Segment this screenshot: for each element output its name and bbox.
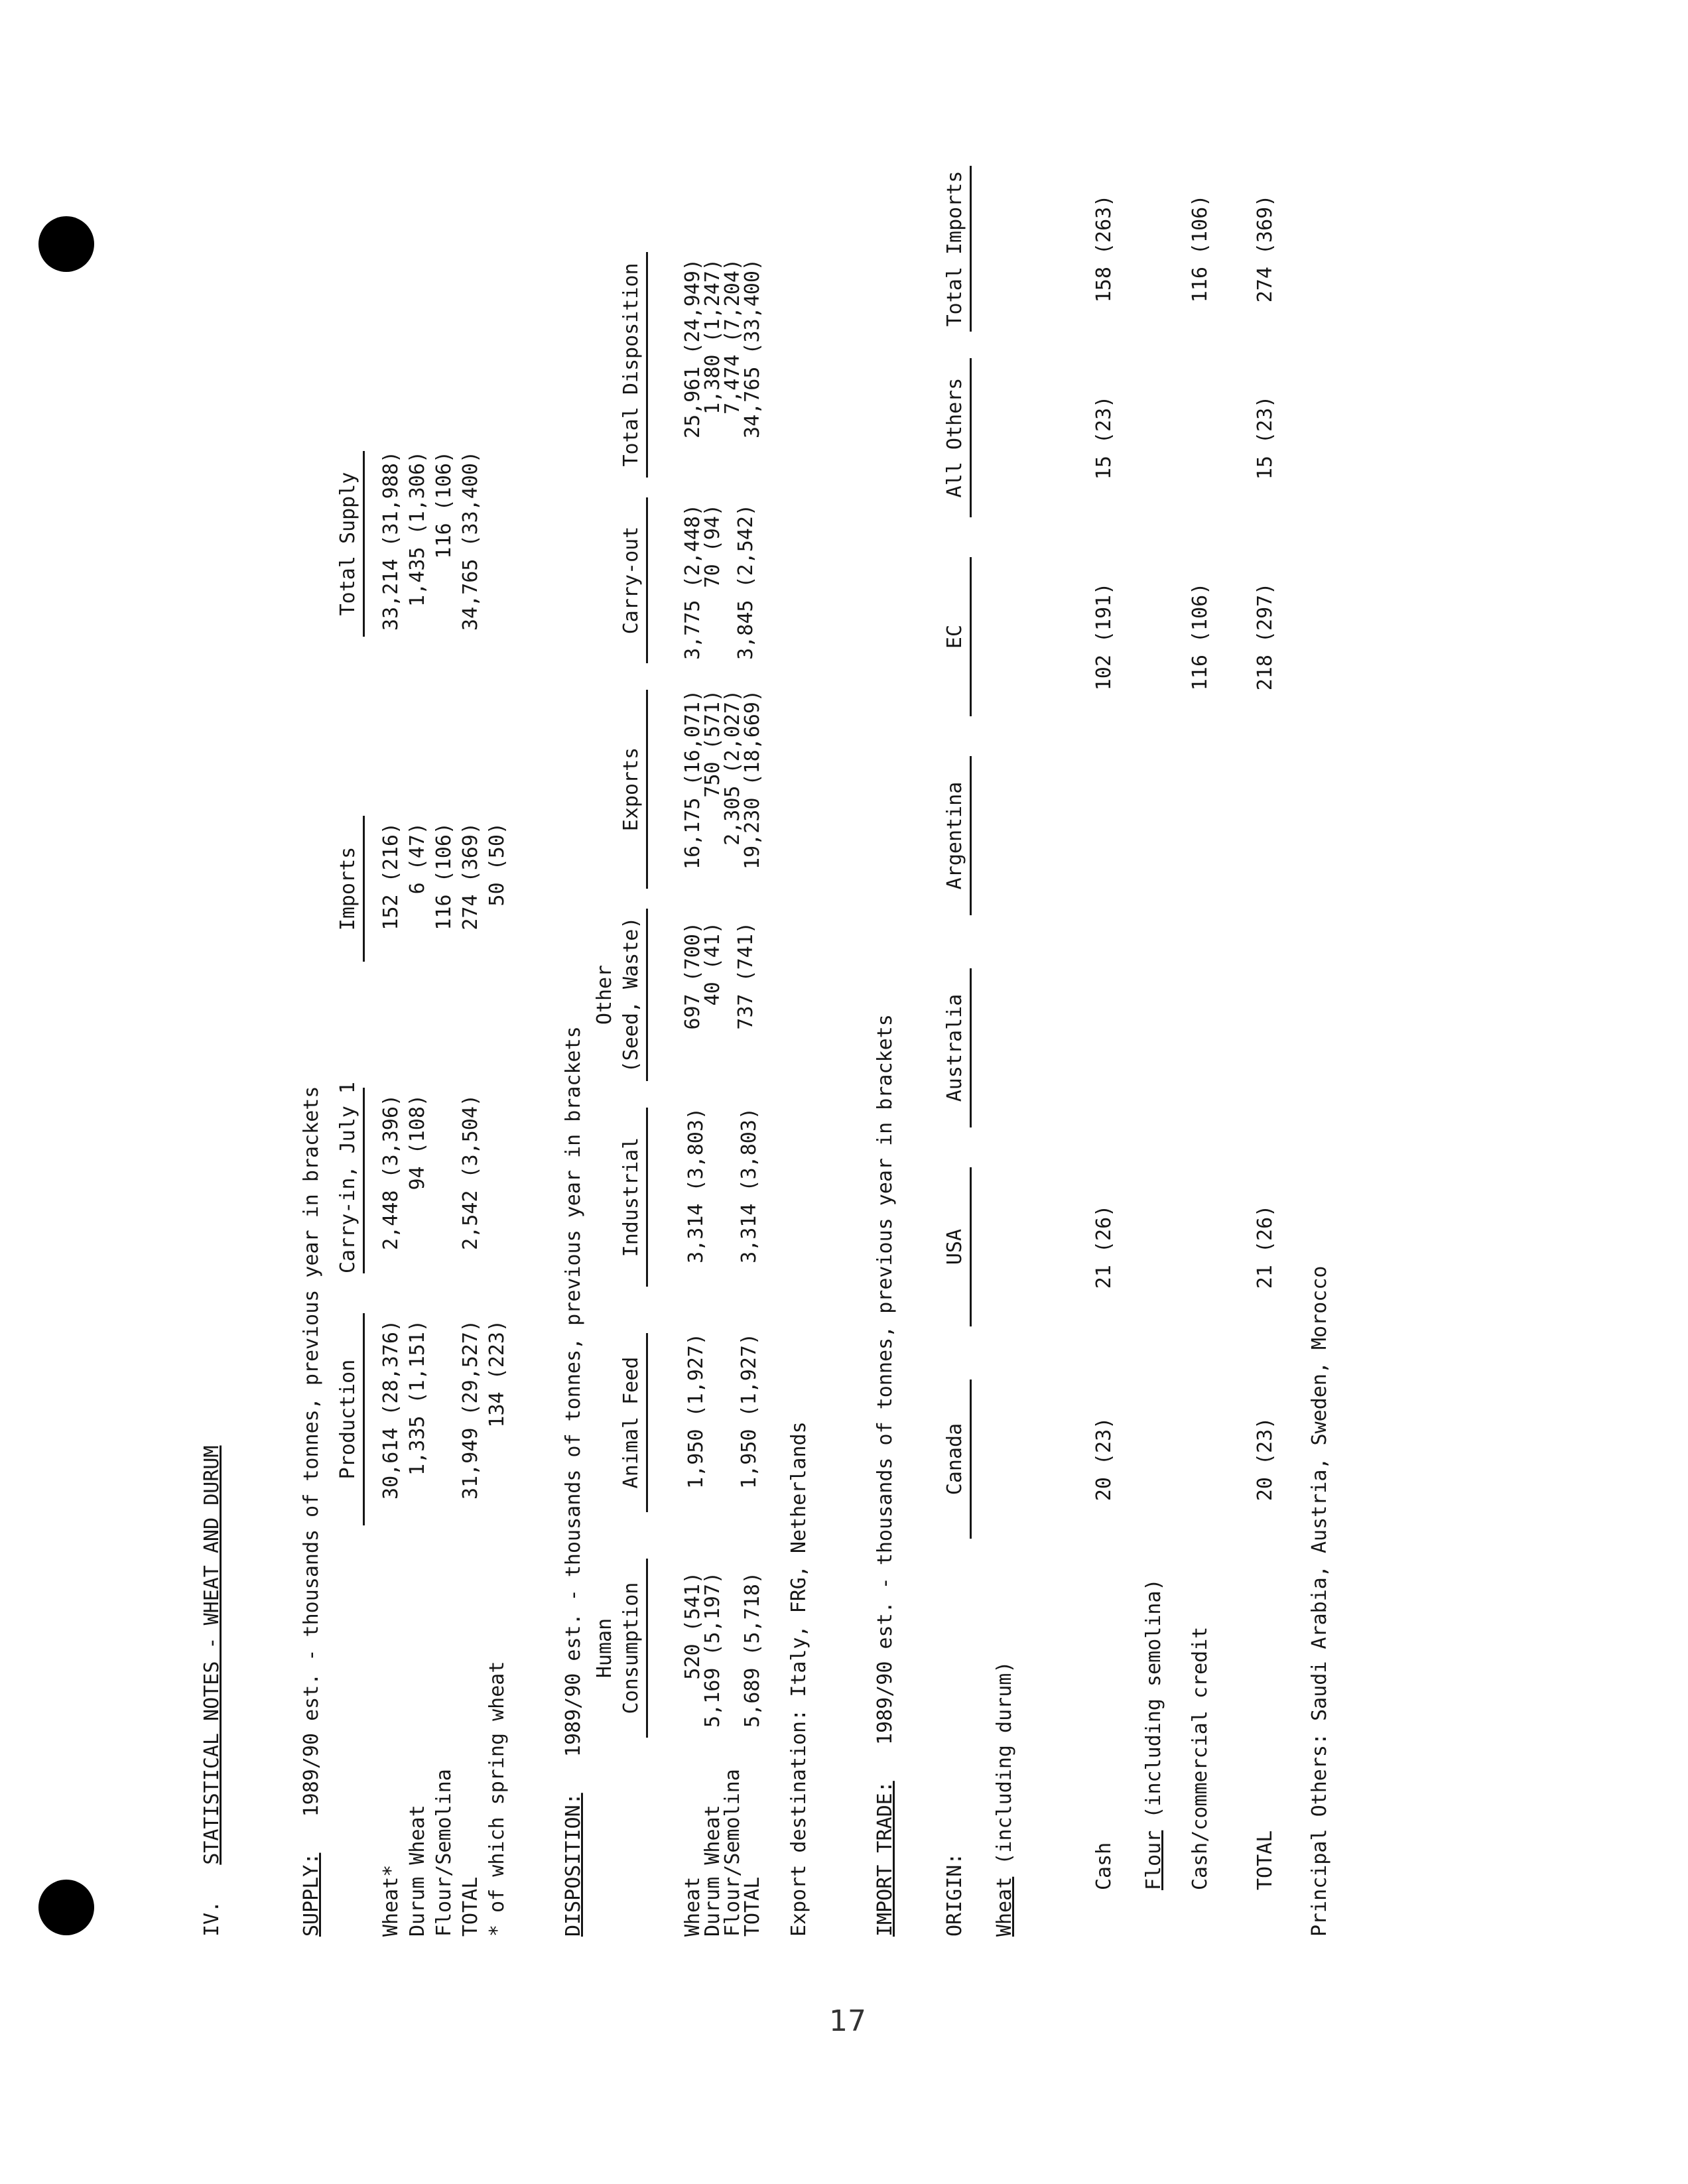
total-value-usa: 21 (26) — [1254, 1204, 1277, 1289]
table-cell: 116 (106) — [432, 451, 456, 559]
supply-caption-text: 1989/90 est. - thousands of tonnes, previous year in brackets — [300, 1086, 323, 1817]
import-trade-caption-text: 1989/90 est. - thousands of tonnes, previous year in brackets — [874, 1014, 897, 1745]
supply-row-label: Durum Wheat — [406, 1805, 429, 1937]
credit-value-ec: 116 (106) — [1189, 582, 1212, 691]
supply-row-label: Wheat* — [379, 1864, 403, 1937]
import-col-header-5: All Others — [942, 358, 972, 517]
disp-col-other — [683, 922, 756, 1081]
disposition-caption — [560, 1026, 587, 1937]
supply-caption — [298, 1086, 325, 1937]
total-value-canada: 20 (23) — [1254, 1417, 1277, 1502]
flour-section-label: Flour (including semolina) — [1142, 1578, 1165, 1890]
table-cell: 274 (369) — [459, 822, 482, 931]
supply-col-header-0: Production — [335, 1313, 365, 1525]
table-cell — [723, 1572, 743, 1738]
table-cell — [431, 1320, 458, 1519]
supply-col-header-1: Carry-in, July 1 — [335, 1088, 365, 1273]
table-cell: 3,314 (3,803) — [738, 1108, 761, 1263]
total-value-total: 274 (369) — [1254, 194, 1277, 303]
disp-row-label: Wheat — [681, 1876, 704, 1937]
rotated-document — [186, 119, 1380, 1937]
disp-col-header-5: Carry-out — [592, 497, 648, 663]
table-cell: 750 (571) — [701, 690, 724, 798]
table-cell: 134 (223) — [486, 1320, 509, 1428]
table-cell — [484, 451, 511, 643]
table-cell: 2,305 (2,027) — [721, 690, 744, 846]
disp-col-human — [683, 1572, 763, 1738]
disp-col-carry-out — [683, 504, 756, 676]
table-cell: 1,380 (1,247) — [701, 259, 724, 415]
supply-col-production — [378, 1320, 511, 1519]
table-cell: 152 (216) — [379, 822, 403, 931]
table-cell: 5,689 (5,718) — [741, 1572, 764, 1728]
disp-row-label: Durum Wheat — [701, 1805, 724, 1937]
table-cell: 3,775 (2,448) — [681, 504, 704, 660]
page-number: 17 — [829, 2004, 866, 2038]
disp-col-header-1: Animal Feed — [592, 1333, 648, 1512]
table-cell: 25,961 (24,949) — [681, 259, 704, 438]
disp-col-exports — [683, 690, 763, 902]
table-cell: 50 (50) — [486, 822, 509, 907]
disp-col-header-4: Exports — [592, 690, 648, 889]
total-value-ec: 218 (297) — [1254, 582, 1277, 691]
section-heading — [199, 1445, 226, 1937]
credit-value-total: 116 (106) — [1189, 194, 1212, 303]
table-cell: 33,214 (31,988) — [379, 451, 403, 631]
supply-col-total — [378, 451, 511, 643]
import-col-header-1: USA — [942, 1167, 972, 1326]
import-col-header-3: Argentina — [942, 756, 972, 915]
import-col-header-0: Canada — [942, 1380, 972, 1539]
table-cell: 737 (741) — [734, 922, 757, 1030]
import-trade-caption — [872, 1014, 899, 1937]
supply-col-imports — [378, 822, 511, 962]
table-cell: 16,175 (16,071) — [681, 690, 704, 869]
heading-number: IV. — [200, 1900, 224, 1937]
table-cell: 1,950 (1,927) — [684, 1333, 708, 1489]
cash-value-ec: 102 (191) — [1092, 582, 1116, 691]
disposition-caption-text: 1989/90 est. - thousands of tonnes, previous year in brackets — [562, 1026, 585, 1758]
table-cell — [484, 1094, 511, 1273]
table-cell: 6 (47) — [406, 822, 429, 895]
table-cell: 697 (700) — [681, 922, 704, 1030]
table-cell: 30,614 (28,376) — [379, 1320, 403, 1500]
cash-value-total: 158 (263) — [1092, 194, 1116, 303]
supply-row-label: TOTAL — [459, 1876, 482, 1937]
table-cell: 1,950 (1,927) — [738, 1333, 761, 1489]
total-row-label: TOTAL — [1254, 1830, 1277, 1890]
import-col-header-6: Total Imports — [942, 166, 972, 332]
table-cell: 34,765 (33,400) — [459, 451, 482, 631]
disp-col-feed — [683, 1333, 763, 1525]
import-col-header-4: EC — [942, 557, 972, 716]
table-cell: 70 (94) — [701, 504, 724, 588]
punch-hole-top — [38, 216, 94, 272]
wheat-section-label: Wheat (including durum) — [993, 1661, 1016, 1937]
disposition-row-labels — [683, 1769, 763, 1937]
credit-row-label: Cash/commercial credit — [1189, 1626, 1212, 1890]
export-destination: Export destination: Italy, FRG, Netherlands — [787, 1421, 811, 1937]
supply-row-label: * of which spring wheat — [486, 1661, 509, 1937]
disp-col-header-0: Human Consumption — [592, 1559, 648, 1738]
table-cell: 34,765 (33,400) — [741, 259, 764, 438]
table-cell: 7,474 (7,204) — [721, 259, 744, 415]
table-cell: 3,314 (3,803) — [684, 1108, 708, 1263]
supply-col-header-3: Total Supply — [335, 451, 365, 637]
table-cell: 40 (41) — [701, 922, 724, 1006]
supply-label: SUPPLY: — [300, 1852, 323, 1937]
origin-label: ORIGIN: — [943, 1852, 966, 1937]
punch-hole-bottom — [38, 1880, 94, 1935]
cash-value-usa: 21 (26) — [1092, 1204, 1116, 1289]
disp-col-total — [683, 259, 763, 478]
total-value-all-others: 15 (23) — [1254, 395, 1277, 480]
table-cell: 5,169 (5,197) — [701, 1572, 724, 1728]
table-cell: 116 (106) — [432, 822, 456, 931]
disp-col-header-2: Industrial — [592, 1108, 648, 1287]
disp-col-header-3: Other (Seed, Waste) — [592, 909, 648, 1081]
supply-col-carry-in — [378, 1094, 511, 1273]
principal-others: Principal Others: Saudi Arabia, Austria, Sweden, Morocco — [1308, 1265, 1331, 1937]
disp-row-label: Flour/Semolina — [721, 1769, 744, 1937]
disposition-label: DISPOSITION: — [562, 1793, 585, 1937]
table-cell: 94 (108) — [406, 1094, 429, 1190]
table-cell: 1,335 (1,151) — [406, 1320, 429, 1476]
table-cell: 1,435 (1,306) — [406, 451, 429, 607]
disp-col-header-6: Total Disposition — [592, 252, 648, 478]
disp-col-industrial — [683, 1108, 763, 1300]
table-cell: 2,542 (3,504) — [459, 1094, 482, 1250]
cash-value-all-others: 15 (23) — [1092, 395, 1116, 480]
supply-col-header-2: Imports — [335, 816, 365, 962]
table-cell: 2,448 (3,396) — [379, 1094, 403, 1250]
table-cell: 3,845 (2,542) — [734, 504, 757, 660]
heading-title: STATISTICAL NOTES - WHEAT AND DURUM — [200, 1445, 224, 1865]
table-cell: 31,949 (29,527) — [459, 1320, 482, 1500]
table-cell — [431, 1094, 458, 1273]
table-cell: 520 (541) — [681, 1572, 704, 1680]
cash-value-canada: 20 (23) — [1092, 1417, 1116, 1502]
table-cell: 19,230 (18,669) — [741, 690, 764, 869]
disp-row-label: TOTAL — [741, 1876, 764, 1937]
import-col-header-2: Australia — [942, 968, 972, 1127]
cash-row-label: Cash — [1092, 1842, 1116, 1890]
supply-row-labels — [378, 1661, 511, 1937]
import-trade-label: IMPORT TRADE: — [874, 1781, 897, 1937]
supply-row-label: Flour/Semolina — [432, 1769, 456, 1937]
